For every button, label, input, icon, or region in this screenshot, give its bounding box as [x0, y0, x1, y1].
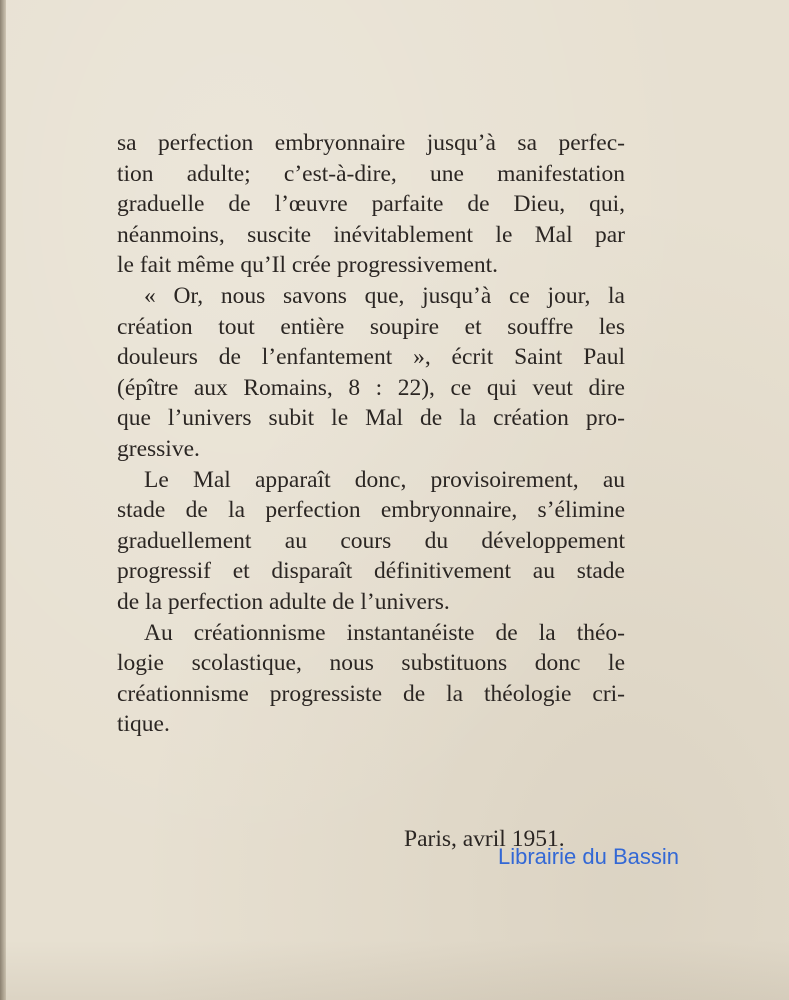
page-left-edge — [0, 0, 6, 1000]
text-line: Le Mal apparaît donc, provisoirement, au — [144, 466, 625, 493]
text-line: sa perfection embryonnaire jusqu’à sa perfec- — [117, 130, 625, 156]
page-bottom-shade — [0, 940, 789, 1000]
text-line: (épître aux Romains, 8 : 22), ce qui veut dire — [117, 374, 625, 401]
text-line: néanmoins, suscite inévitablement le Mal par — [117, 221, 625, 248]
text-line: tion adulte; c’est-à-dire, une manifestation — [117, 160, 625, 187]
text-line: douleurs de l’enfantement », écrit Saint Paul — [117, 344, 625, 371]
text-line: Au créationnisme instantanéiste de la théo- — [144, 619, 625, 646]
text-line: que l’univers subit le Mal de la création pro- — [117, 405, 625, 432]
text-line: de la perfection adulte de l’univers. — [117, 588, 450, 615]
text-line: gressive. — [117, 435, 200, 462]
text-line: le fait même qu’Il crée progressivement. — [117, 252, 499, 279]
text-line: graduelle de l’œuvre parfaite de Dieu, qui, — [117, 191, 625, 218]
text-line: progressif et disparaît définitivement au stade — [117, 558, 625, 585]
text-line: tique. — [117, 711, 170, 738]
text-line: graduellement au cours du développement — [117, 527, 625, 554]
signature-date: Paris, avril 1951. — [404, 826, 565, 852]
text-line: « Or, nous savons que, jusqu’à ce jour, la — [144, 282, 625, 309]
watermark: Librairie du Bassin — [498, 844, 679, 869]
text-line: logie scolastique, nous substituons donc le — [117, 650, 625, 677]
body-text — [117, 128, 625, 740]
text-line: création tout entière soupire et souffre les — [117, 313, 625, 340]
text-line: créationnisme progressiste de la théologie cri- — [117, 680, 625, 707]
text-line: stade de la perfection embryonnaire, s’élimine — [117, 497, 625, 524]
